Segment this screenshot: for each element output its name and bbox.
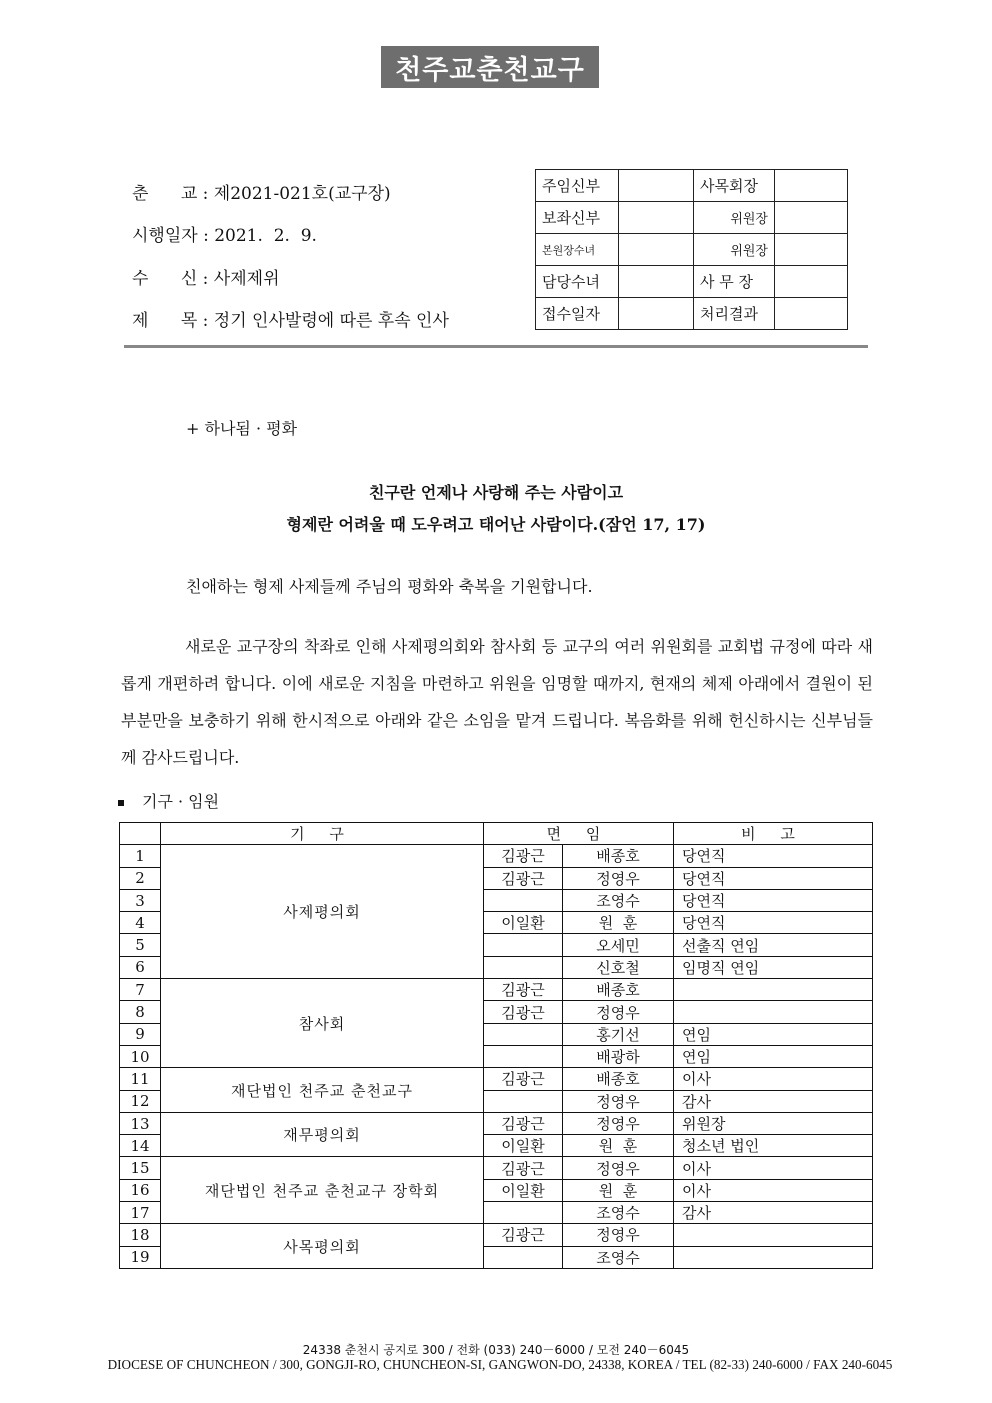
org-name: 참사회 — [161, 979, 484, 1068]
org-name: 재무평의회 — [161, 1112, 484, 1157]
body-paragraph: 새로운 교구장의 착좌로 인해 사제평의회와 참사회 등 교구의 여러 위원회를 교회법 규정에 따라 새롭게 개편하려 합니다. 이에 새로운 지침을 마련하고 위원을 임명할 때까지, 현재의 체제 아래에서 결원이 된 부분만을 보충하기 위해 한시적으로 아래와 같은 소임을 맡겨 드립니다. 복음화를 위해 헌신하시는 신부님들께 감사드립니다. — [121, 637, 873, 767]
approval-sign — [775, 266, 848, 298]
footer-address-korean: 24338 춘천시 공지로 300 / 전화 (033) 240－6000 / 모전 240－6045 — [302, 1343, 690, 1357]
approval-sign — [775, 170, 848, 202]
approval-label: 처리결과 — [694, 298, 775, 330]
subject: 제 목 : 정기 인사발령에 따른 후속 인사 — [132, 311, 449, 331]
footer-address-english: DIOCESE OF CHUNCHEON / 300, GONGJI-RO, CHUNCHEON-SI, GANGWON-DO, 24338, KOREA / TEL (82-33) 240-6000 / FAX 240-6045 — [107, 1357, 893, 1372]
greeting: + 하나됨 · 평화 — [186, 419, 298, 438]
section-title: 기구 · 임원 — [142, 792, 220, 811]
approval-sign — [775, 202, 848, 234]
table-row: 15 재단법인 천주교 춘천교구 장학회 김광근 정영우 이사 — [120, 1157, 873, 1179]
table-row: 19 조영수 — [120, 1246, 873, 1268]
quote-line-2: 형제란 어려울 때 도우려고 태어난 사람이다.(잠언 17, 17) — [286, 515, 706, 534]
approval-sign — [775, 234, 848, 266]
table-row: 18 사목평의회 김광근 정영우 — [120, 1224, 873, 1246]
table-row: 6 신호철 임명직 연임 — [120, 956, 873, 978]
approval-sign — [775, 298, 848, 330]
approval-label: 본원장수녀 — [536, 234, 619, 266]
org-name: 재단법인 천주교 춘천교구 장학회 — [161, 1157, 484, 1224]
table-row: 7 참사회 김광근 배종호 — [120, 979, 873, 1001]
recipient: 수 신 : 사제제위 — [132, 269, 280, 289]
approval-sign — [619, 266, 694, 298]
letterhead-logo: 천주교춘천교구 — [381, 46, 599, 88]
table-header-cell: 면 임 — [484, 823, 674, 845]
org-name: 사목평의회 — [161, 1224, 484, 1269]
approval-sign — [619, 234, 694, 266]
table-header-cell — [120, 823, 161, 845]
approval-sign — [619, 298, 694, 330]
approval-label: 접수일자 — [536, 298, 619, 330]
approval-label: 사목회장 — [694, 170, 775, 202]
table-row: 4 이일환 원 훈 당연직 — [120, 912, 873, 934]
approval-box — [535, 169, 848, 330]
table-row: 12 정영우 감사 — [120, 1090, 873, 1112]
section-heading — [118, 789, 219, 812]
approval-label: 사 무 장 — [694, 266, 775, 298]
table-row: 14 이일환 원 훈 청소년 법인 — [120, 1135, 873, 1157]
table-row: 3 조영수 당연직 — [120, 889, 873, 911]
header-divider — [124, 345, 868, 348]
table-header-cell: 기 구 — [161, 823, 484, 845]
table-header-cell: 비 고 — [674, 823, 873, 845]
table-row: 10 배광하 연임 — [120, 1045, 873, 1067]
approval-label: 위원장 — [694, 234, 775, 266]
effective-date: 시행일자 : 2021. 2. 9. — [132, 226, 317, 246]
quote-line-1: 친구란 언제나 사랑해 주는 사람이고 — [368, 483, 624, 502]
table-row: 9 홍기선 연임 — [120, 1023, 873, 1045]
approval-label: 위원장 — [694, 202, 775, 234]
org-name: 재단법인 천주교 춘천교구 — [161, 1068, 484, 1113]
bullet-square-icon — [118, 800, 124, 806]
approval-label: 주임신부 — [536, 170, 619, 202]
doc-number: 춘 교 : 제2021-021호(교구장) — [132, 184, 391, 204]
table-row: 17 조영수 감사 — [120, 1202, 873, 1224]
table-row: 2 김광근 정영우 당연직 — [120, 867, 873, 889]
approval-sign — [619, 202, 694, 234]
table-row: 1 사제평의회 김광근 배종호 당연직 — [120, 845, 873, 867]
table-row: 11 재단법인 천주교 춘천교구 김광근 배종호 이사 — [120, 1068, 873, 1090]
table-row: 16 이일환 원 훈 이사 — [120, 1179, 873, 1201]
table-row: 5 오세민 선출직 연임 — [120, 934, 873, 956]
org-name: 사제평의회 — [161, 845, 484, 979]
salutation: 친애하는 형제 사제들께 주님의 평화와 축복을 기원합니다. — [186, 577, 593, 596]
approval-label: 담당수녀 — [536, 266, 619, 298]
approval-label: 보좌신부 — [536, 202, 619, 234]
approval-sign — [619, 170, 694, 202]
table-row: 13 재무평의회 김광근 정영우 위원장 — [120, 1112, 873, 1134]
table-row: 8 김광근 정영우 — [120, 1001, 873, 1023]
appointment-table — [119, 822, 873, 1269]
